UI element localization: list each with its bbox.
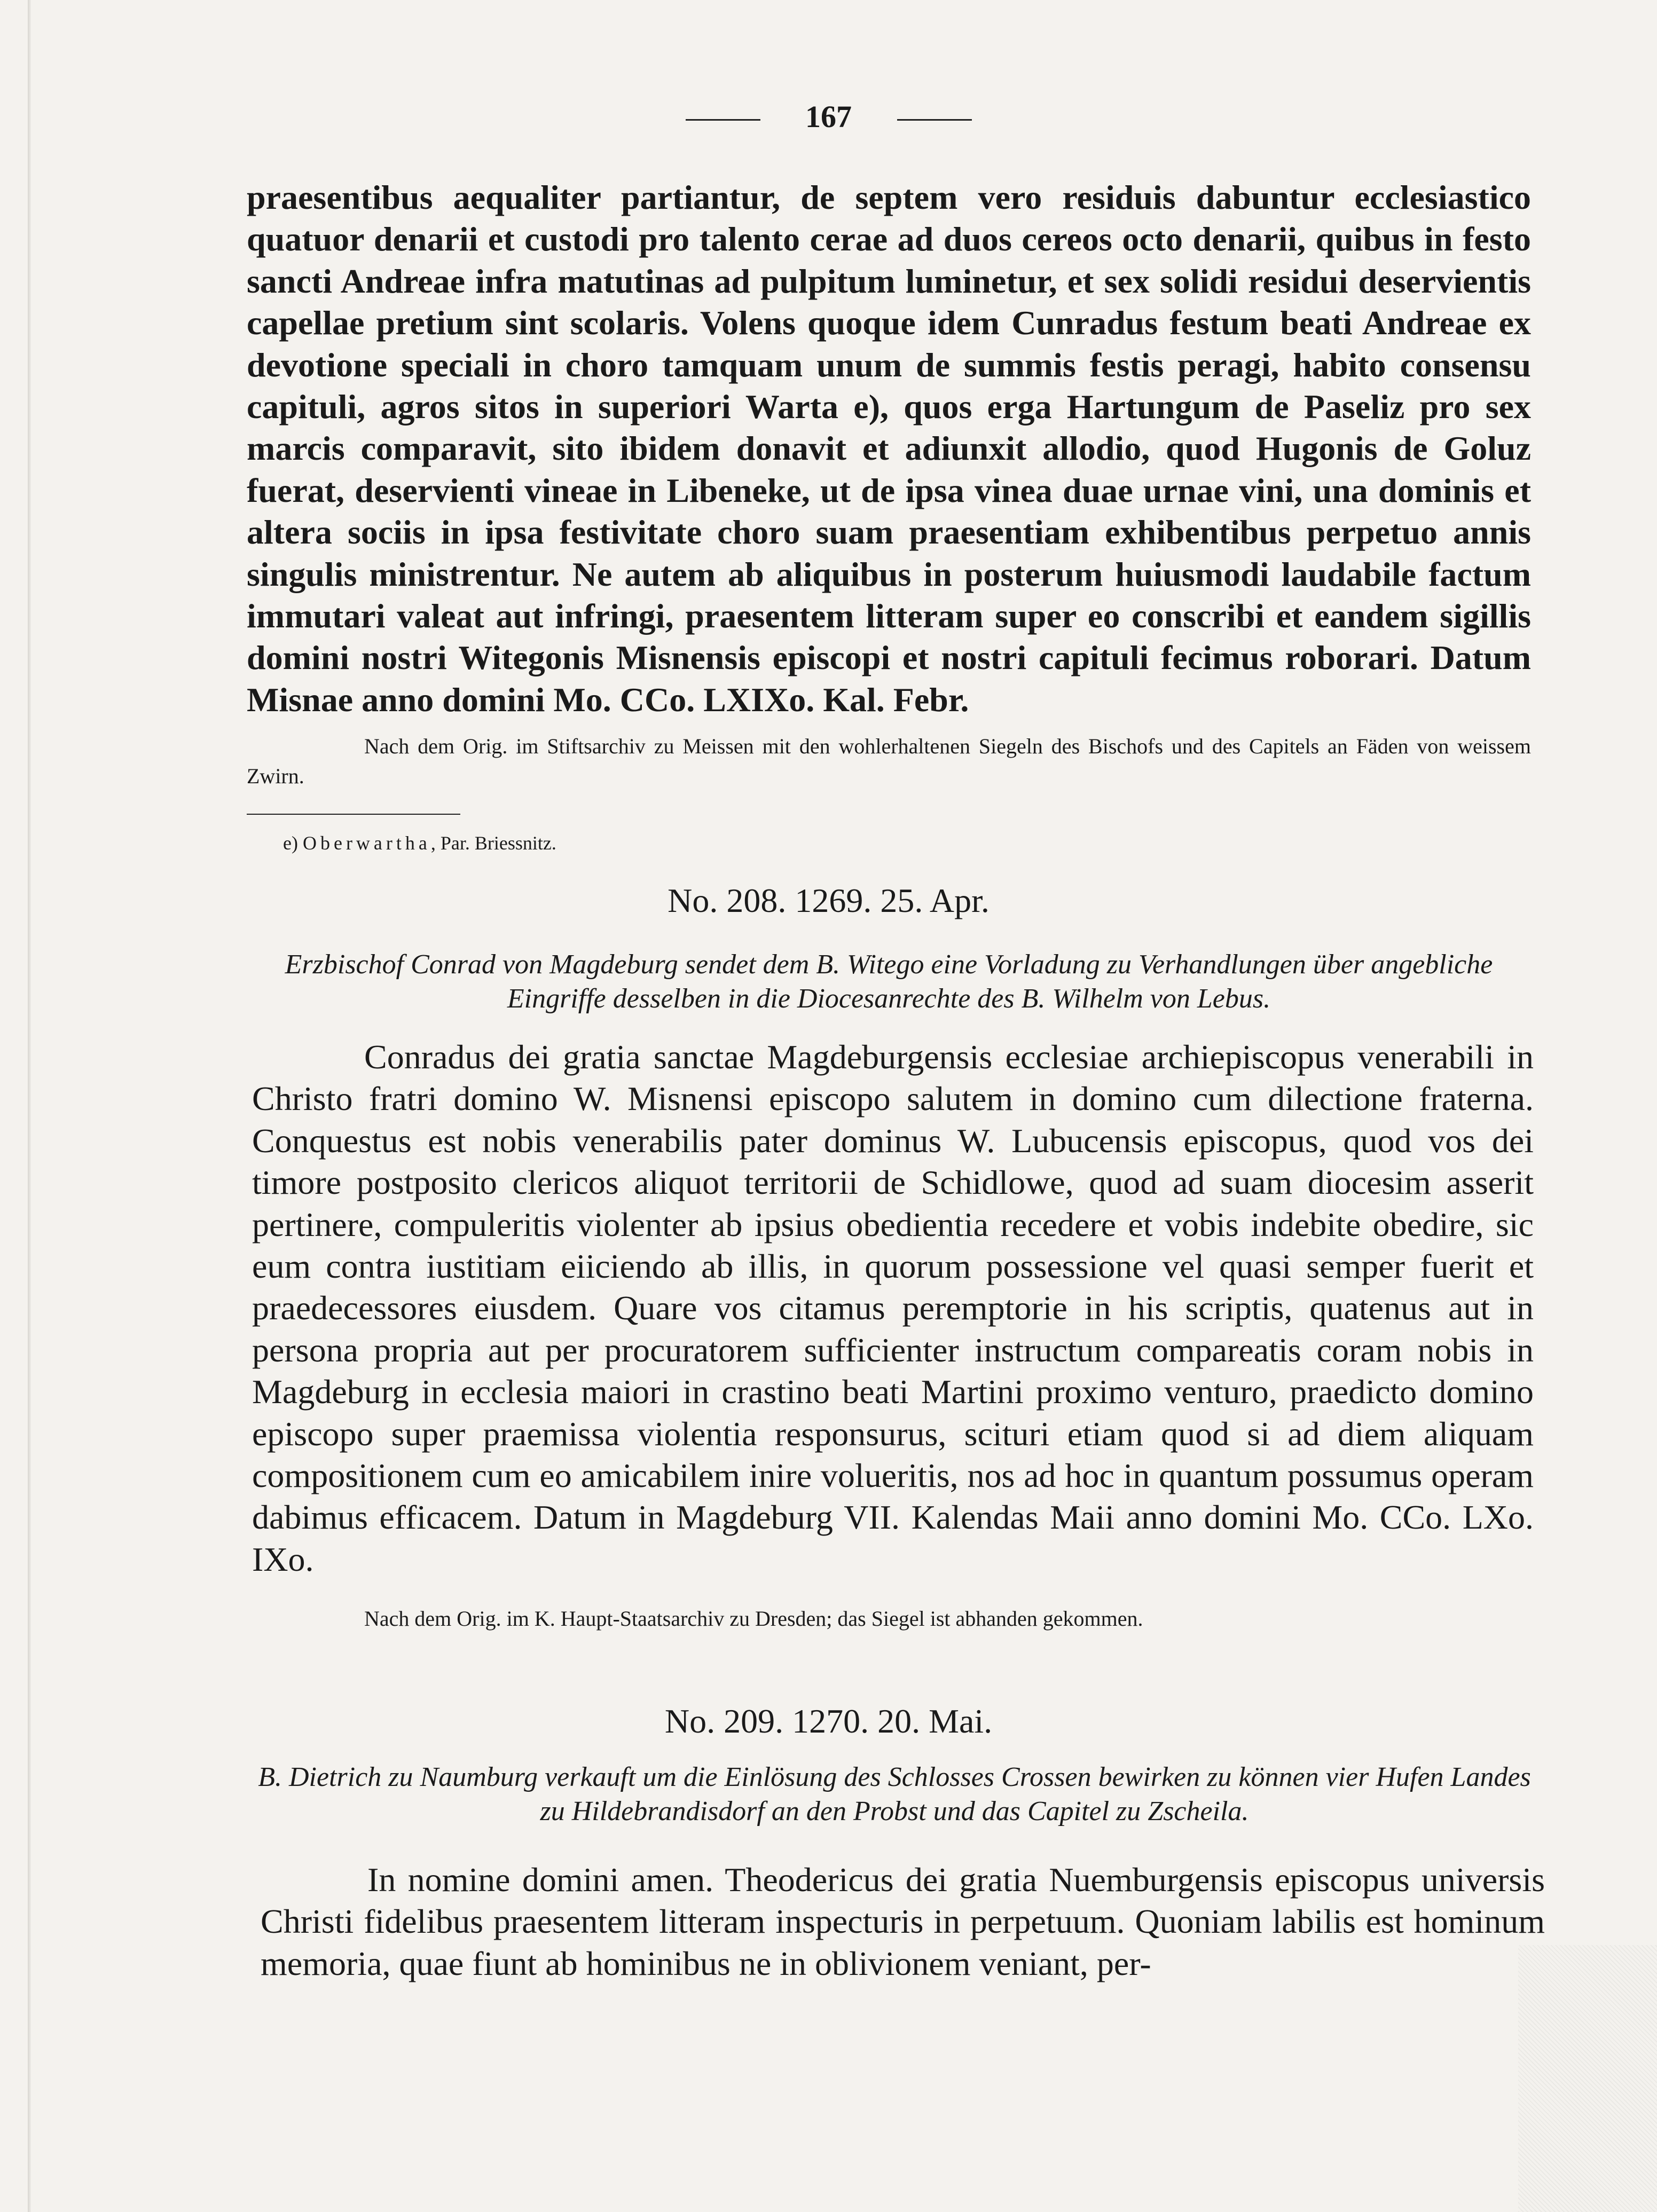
scan-page-edge bbox=[28, 0, 31, 2212]
footnote-place: Oberwartha bbox=[302, 832, 431, 854]
header-rule-left bbox=[686, 119, 760, 121]
continued-charter-text: praesentibus aequaliter partiantur, de septem vero residuis dabuntur ecclesiastico quatuor denarii et custodi pro talento cerae ad duos cereos octo denarii, quibus in festo sancti Andreae infra matutinas ad pulpitum luminetur, et sex solidi residui deservientis capellae pretium sint scolaris. Volens quoque idem Cunradus festum beati Andreae ex devotione speciali in choro tamquam unum de summis festis peragi, habito consensu capituli, agros sitos in superiori Warta e), quos erga Hartungum de Paseliz pro sex marcis comparavit, sito ibidem donavit et adiunxit allodio, quod Hugonis de Goluz fuerat, deservienti vineae in Libeneke, ut de ipsa vinea duae urnae vini, una dominis et altera sociis in ipsa festivitate choro suam praesentiam exhibentibus perpetuo annis singulis ministrentur. Ne autem ab aliquibus in posterum huiusmodi laudabile factum immutari valeat aut infringi, praesentem litteram super eo conscribi et eandem sigillis domini nostri Witegonis Misnensis episcopi et nostri capituli fecimus roborari. Datum Misnae anno domini Mo. CCo. LXIXo. Kal. Febr. bbox=[247, 178, 1531, 719]
document-208-heading: No. 208. 1269. 25. Apr. bbox=[667, 881, 990, 919]
document-208-source-note: Nach dem Orig. im K. Haupt-Staatsarchiv zu Dresden; das Siegel ist abhanden gekommen. bbox=[364, 1607, 1143, 1631]
footnote-rule bbox=[247, 814, 460, 815]
document-208-summary: Erzbischof Conrad von Magdeburg sendet dem B. Witego eine Vorladung zu Verhandlungen über angebliche Eingriffe desselben in die Diocesanrechte des B. Wilhelm von Lebus. bbox=[285, 949, 1493, 1014]
footnote-rest: , Par. Briessnitz. bbox=[430, 832, 556, 854]
document-209-text: In nomine domini amen. Theodericus dei gratia Nuemburgensis episcopus universis Christi fidelibus praesentem litteram inspecturis in perpetuum. Quoniam labilis est hominum memoria, quae fiunt ab hominibus ne in oblivionem veniant, per- bbox=[261, 1861, 1545, 1982]
footnote-marker: e) bbox=[283, 832, 298, 854]
document-208-text: Conradus dei gratia sanctae Magdeburgensis ecclesiae archiepiscopus venerabili in Christo fratri domino W. Misnensi episcopo salutem in domino cum dilectione fraterna. Conquestus est nobis venerabilis pater dominus W. Lubucensis episcopus, quod vos dei timore postposito clericos aliquot territorii de Schidlowe, quod ad suam diocesim asserit pertinere, compuleritis violenter ab ipsius obedientia recedere et vobis indebite obedire, sic eum contra iustitiam eiiciendo ab illis, in quorum possessione vel quasi semper fuerit et praedecessores eiusdem. Quare vos citamus peremptorie in his scriptis, quatenus aut in persona propria aut per procuratorem sufficienter instructum compareatis coram nobis in Magdeburg in ecclesia maiori in crastino beati Martini proximo venturo, praedicto domino episcopo super praemissa violentia responsurus, scituri etiam quod si ad diem aliquam compositionem cum eo amicabilem inire volueritis, nos ad hoc in quantum possumus operam dabimus efficacem. Datum in Magdeburg VII. Kalendas Maii anno domini Mo. CCo. LXo. IXo. bbox=[252, 1038, 1534, 1578]
page-header bbox=[0, 99, 1657, 135]
page-number: 167 bbox=[805, 99, 852, 134]
footnote-e bbox=[283, 830, 556, 856]
header-rule-right bbox=[897, 119, 972, 121]
source-note-207: Nach dem Orig. im Stiftsarchiv zu Meissen mit den wohlerhaltenen Siegeln des Bischofs und des Capitels an Fäden von weissem Zwirn. bbox=[247, 734, 1531, 788]
scan-noise bbox=[1518, 1945, 1657, 2212]
document-209-summary: B. Dietrich zu Naumburg verkauft um die Einlösung des Schlosses Crossen bewirken zu können vier Hufen Landes zu Hildebrandisdorf an den Probst und das Capitel zu Zscheila. bbox=[258, 1762, 1531, 1827]
document-209-heading: No. 209. 1270. 20. Mai. bbox=[664, 1702, 993, 1740]
